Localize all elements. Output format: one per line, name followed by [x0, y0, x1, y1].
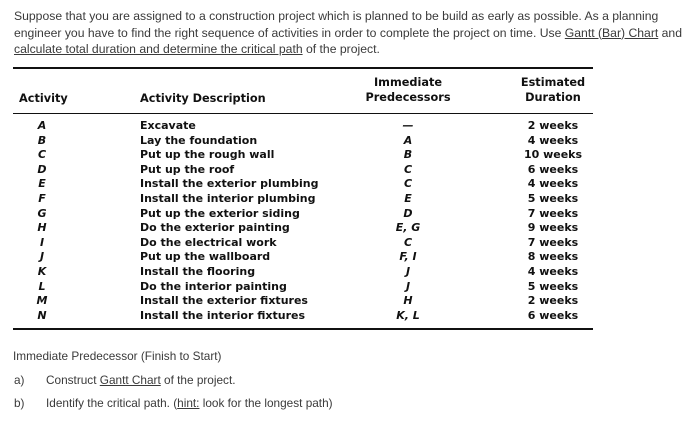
table-row — [13, 192, 593, 207]
activity-predecessors: J — [405, 264, 411, 278]
question-b — [14, 396, 333, 410]
activity-duration: 4 weeks — [527, 133, 579, 147]
table-row — [13, 163, 593, 178]
activity-description: Install the exterior fixtures — [140, 294, 308, 308]
activity-description: Put up the exterior siding — [140, 206, 300, 220]
table-row — [13, 177, 593, 192]
activity-predecessors: J — [405, 279, 411, 293]
activity-duration: 6 weeks — [527, 308, 579, 322]
problem-statement — [14, 8, 690, 58]
header-duration-line2: Duration — [525, 91, 581, 104]
activity-predecessors: C — [403, 177, 413, 191]
activity-description: Put up the roof — [140, 162, 235, 176]
activity-duration: 8 weeks — [527, 250, 579, 264]
table-row — [13, 309, 593, 324]
header-duration — [513, 75, 593, 105]
critical-path-link[interactable]: calculate total duration and determine the critical path — [14, 42, 303, 56]
question-a-label: a) — [14, 373, 25, 387]
activity-predecessors: B — [403, 148, 413, 162]
intro-text-between: and — [658, 25, 682, 40]
activity-code: N — [37, 308, 47, 322]
activity-code: E — [38, 177, 46, 191]
activity-predecessors: D — [403, 206, 413, 220]
activity-predecessors: E, G — [395, 221, 421, 235]
question-b-label: b) — [14, 396, 25, 410]
activity-predecessors: K, L — [396, 308, 420, 322]
activity-predecessors: F, I — [399, 250, 417, 264]
activity-code: L — [38, 279, 46, 293]
table-body — [13, 119, 593, 323]
question-b-text: Identify the critical path. ( — [46, 396, 178, 410]
activity-description: Install the flooring — [140, 264, 256, 278]
activity-description: Do the electrical work — [140, 235, 277, 249]
activity-code: G — [37, 206, 47, 220]
activity-code: F — [38, 191, 46, 205]
activity-description: Do the interior painting — [140, 279, 287, 293]
activity-duration: 5 weeks — [527, 191, 579, 205]
activity-code: J — [39, 250, 45, 264]
activity-predecessors: A — [403, 133, 413, 147]
activity-code: K — [37, 264, 47, 278]
hint-link[interactable]: hint: — [177, 396, 200, 410]
header-activity: Activity — [19, 92, 68, 105]
predecessor-note: Immediate Predecessor (Finish to Start) — [13, 349, 222, 363]
table-row — [13, 119, 593, 134]
activity-code: I — [39, 235, 45, 249]
question-b-text-end: look for the longest path) — [199, 396, 333, 410]
gantt-bar-chart-link[interactable]: Gantt (Bar) Chart — [564, 25, 659, 40]
activity-predecessors: H — [403, 294, 413, 308]
header-duration-line1: Estimated — [520, 76, 586, 89]
activity-description: Install the interior plumbing — [140, 191, 316, 205]
gantt-chart-link[interactable]: Gantt Chart — [99, 373, 161, 387]
activity-description: Put up the rough wall — [140, 148, 275, 162]
activity-code: D — [37, 162, 47, 176]
activity-code: A — [37, 119, 47, 132]
header-predecessors-line2: Predecessors — [365, 91, 451, 104]
activity-code: H — [37, 221, 47, 235]
intro-text: Suppose that you are assigned to a construction project which is planned to be build as early as possible. As a planning engineer you have to find the right sequence of activities in order to complete the project on time. Use — [14, 9, 659, 40]
header-predecessors — [333, 75, 483, 105]
activity-duration: 4 weeks — [527, 177, 579, 191]
activity-description: Install the exterior plumbing — [140, 177, 319, 191]
table-row — [13, 250, 593, 265]
activity-duration: 7 weeks — [527, 206, 579, 220]
activity-duration: 9 weeks — [527, 221, 579, 235]
activity-duration: 5 weeks — [527, 279, 579, 293]
activity-description: Put up the wallboard — [140, 250, 271, 264]
table-row — [13, 236, 593, 251]
activity-description: Install the interior fixtures — [140, 308, 305, 322]
activity-duration: 7 weeks — [527, 235, 579, 249]
table-row — [13, 134, 593, 149]
activity-duration: 2 weeks — [527, 119, 579, 132]
table-row — [13, 294, 593, 309]
intro-text-end: of the project. — [302, 42, 380, 56]
activity-duration: 2 weeks — [527, 294, 579, 308]
header-predecessors-line1: Immediate — [373, 76, 443, 89]
activity-predecessors: C — [403, 235, 413, 249]
activity-description: Lay the foundation — [140, 133, 258, 147]
activity-code: C — [37, 148, 47, 162]
activity-description: Excavate — [140, 119, 196, 132]
table-row — [13, 221, 593, 236]
activity-predecessors: — — [402, 119, 414, 132]
table-row — [13, 148, 593, 163]
question-a — [14, 373, 236, 387]
activity-predecessors: E — [404, 191, 412, 205]
activity-description: Do the exterior painting — [140, 221, 290, 235]
header-description: Activity Description — [140, 92, 266, 105]
activity-duration: 6 weeks — [527, 162, 579, 176]
activity-code: M — [36, 294, 48, 308]
activity-code: B — [37, 133, 47, 147]
activity-table — [13, 67, 593, 330]
question-a-text: Construct — [46, 373, 100, 387]
table-header — [13, 69, 593, 114]
question-a-text-end: of the project. — [160, 373, 236, 387]
activity-predecessors: C — [403, 162, 413, 176]
table-row — [13, 280, 593, 295]
activity-duration: 10 weeks — [523, 148, 583, 162]
table-row — [13, 207, 593, 222]
activity-duration: 4 weeks — [527, 264, 579, 278]
table-row — [13, 265, 593, 280]
